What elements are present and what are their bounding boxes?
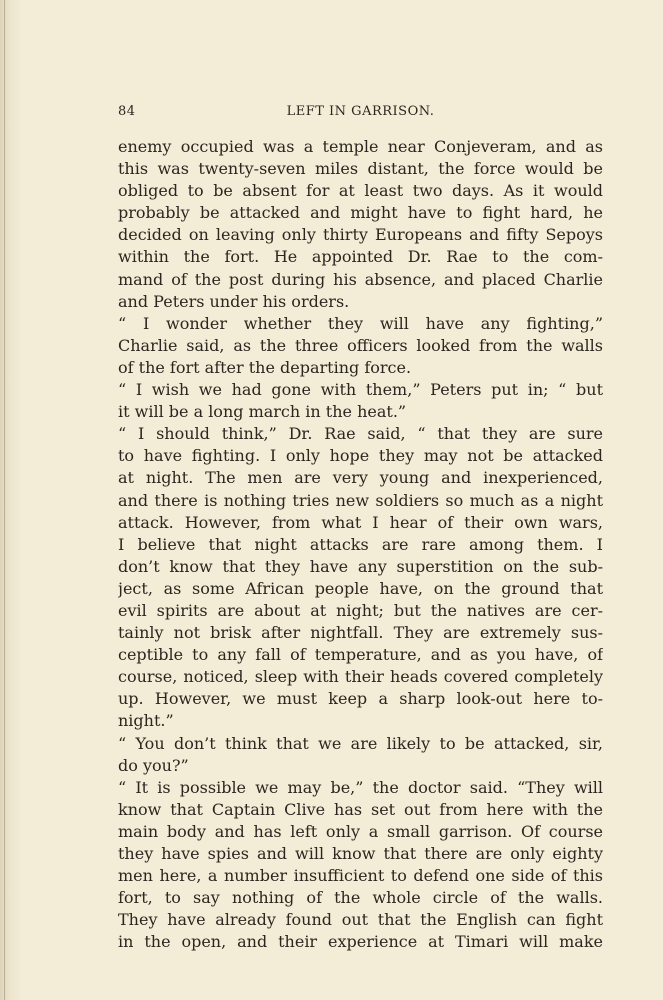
text-line: don’t know that they have any superstition on the sub-	[118, 556, 603, 576]
text-line: of the fort after the departing force.	[118, 357, 412, 377]
text-line: ceptible to any fall of temperature, and as you have, of	[118, 645, 603, 665]
text-line: it will be a long march in the heat.”	[118, 402, 407, 422]
text-line: and there is nothing tries new soldiers so much as a night	[118, 490, 603, 510]
text-line: to have fighting. I only hope they may not be attacked	[118, 446, 603, 466]
text-line: evil spirits are about at night; but the natives are cer-	[118, 600, 603, 620]
page-number: 84	[118, 104, 136, 119]
text-line: probably be attacked and might have to fight hard, he	[118, 203, 603, 223]
text-line: tainly not brisk after nightfall. They are extremely sus-	[118, 623, 603, 643]
text-line: They have already found out that the English can fight	[118, 910, 603, 930]
text-line: enemy occupied was a temple near Conjeveram, and as	[118, 137, 603, 156]
text-line: at night. The men are very young and inexperienced,	[118, 468, 603, 488]
text-line: this was twenty-seven miles distant, the force would be	[118, 159, 603, 179]
text-line: night.”	[118, 711, 174, 731]
text-line: I believe that night attacks are rare among them. I	[118, 534, 603, 554]
running-title: LEFT IN GARRISON.	[286, 104, 435, 119]
text-line: “ It is possible we may be,” the doctor said. “They will	[118, 777, 603, 797]
page-header	[118, 104, 603, 124]
text-line: mand of the post during his absence, and placed Charlie	[118, 269, 603, 289]
text-line: “ I wish we had gone with them,” Peters put in; “ but	[118, 380, 603, 400]
text-line: main body and has left only a small garrison. Of course	[118, 821, 603, 841]
text-line: fort, to say nothing of the whole circle of the walls.	[118, 888, 603, 908]
text-line: attack. However, from what I hear of their own wars,	[118, 512, 603, 532]
page-gutter	[4, 0, 5, 1000]
text-line: decided on leaving only thirty Europeans and fifty Sepoys	[118, 225, 603, 245]
text-line: within the fort. He appointed Dr. Rae to the com-	[118, 247, 603, 267]
text-line: and Peters under his orders.	[118, 291, 350, 311]
text-line: obliged to be absent for at least two days. As it would	[118, 181, 603, 201]
text-line: course, noticed, sleep with their heads covered completely	[118, 667, 603, 687]
text-line: “ I should think,” Dr. Rae said, “ that they are sure	[118, 424, 603, 444]
text-line: Charlie said, as the three officers looked from the walls	[118, 335, 603, 355]
body-text	[118, 136, 603, 953]
text-line: men here, a number insufficient to defend one side of this	[118, 866, 603, 886]
text-line: “ I wonder whether they will have any fighting,”	[118, 313, 603, 333]
text-line: in the open, and their experience at Timari will make	[118, 932, 603, 952]
text-line: up. However, we must keep a sharp look-out here to-	[118, 689, 603, 709]
text-line: do you?”	[118, 755, 189, 775]
text-line: they have spies and will know that there are only eighty	[118, 844, 603, 863]
text-line: “ You don’t think that we are likely to be attacked, sir,	[118, 733, 603, 753]
text-line: know that Captain Clive has set out from here with the	[118, 799, 603, 819]
text-line: ject, as some African people have, on the ground that	[118, 578, 603, 598]
